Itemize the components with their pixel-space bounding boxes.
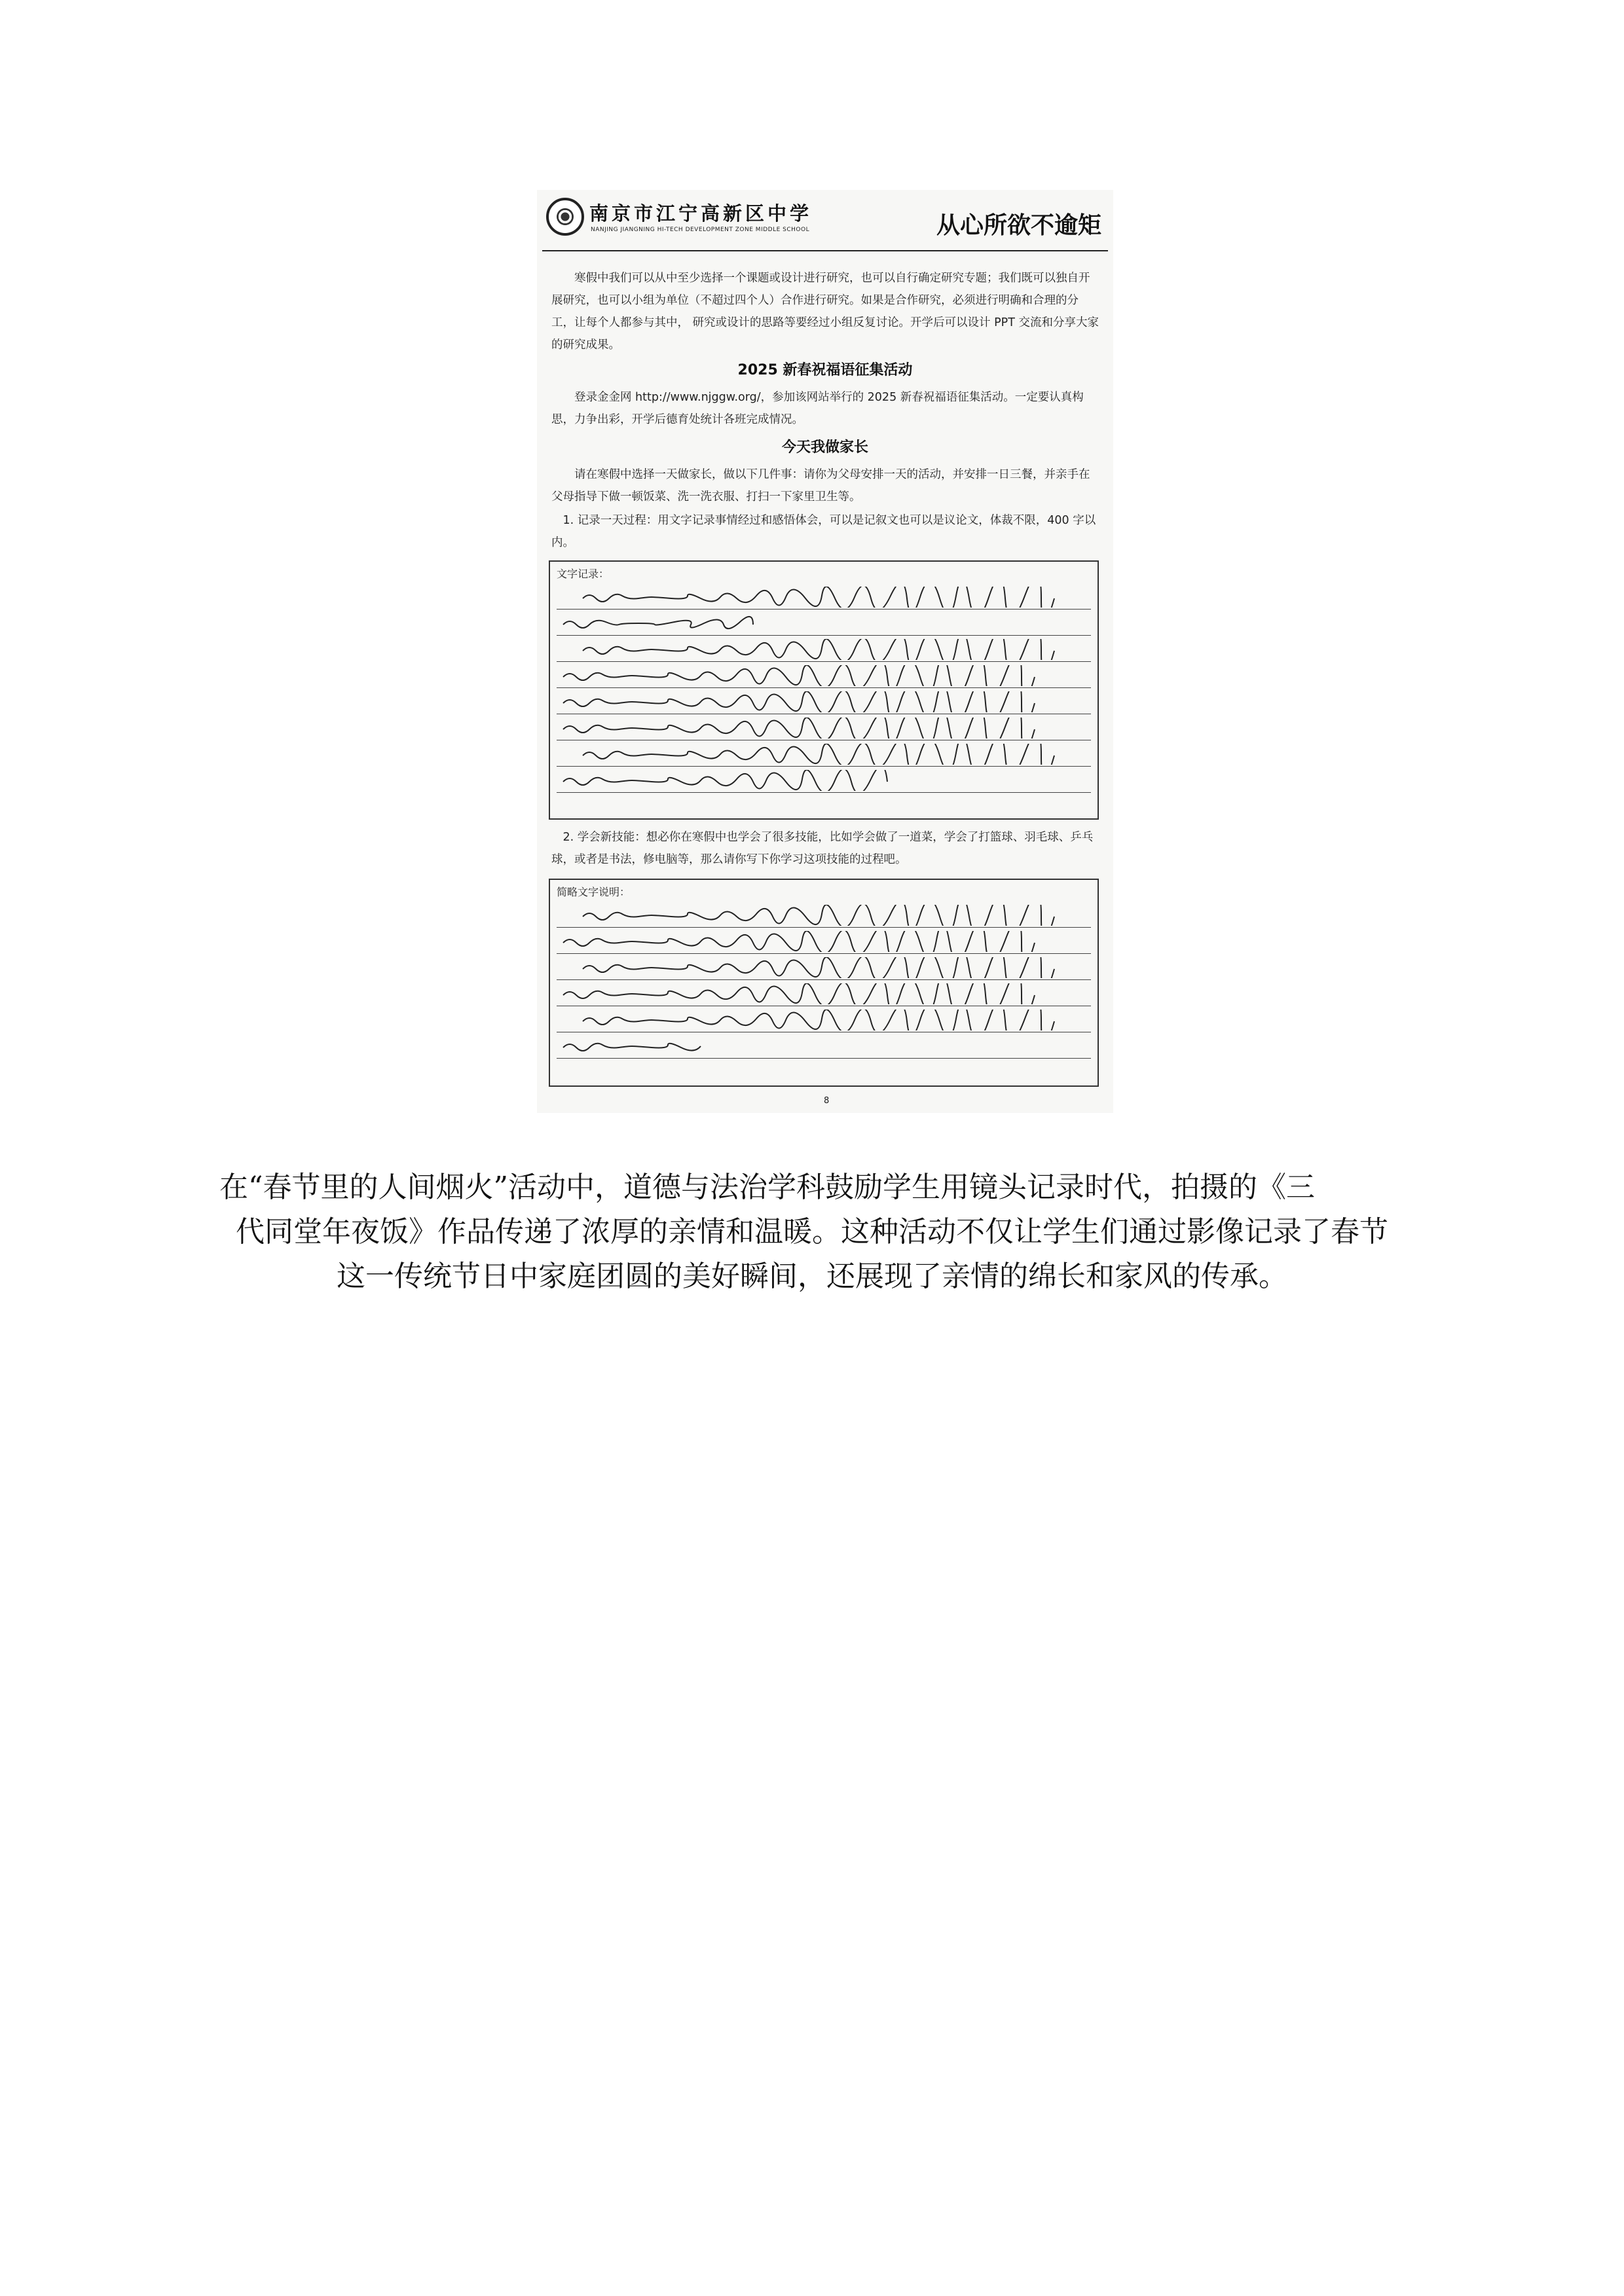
section-body-greetings: 登录金金网 http://www.njggw.org/，参加该网站举行的 2025 新春祝福语征集活动。一定要认真构思，力争出彩，开学后德育处统计各班完成情况。: [551, 391, 1084, 426]
caption-line: 代同堂年夜饭》作品传递了浓厚的亲情和温暖。这种活动不仅让学生们通过影像记录了春节: [236, 1215, 1388, 1248]
task-new-skill: 2. 学会新技能：想必你在寒假中也学会了很多技能，比如学会做了一道菜，学会了打篮球、羽毛球、乒乓球，或者是书法，修电脑等，那么请你写下你学习这项技能的过程吧。: [551, 831, 1094, 866]
task-record-day: 1. 记录一天过程：用文字记录事情经过和感悟体会，可以是记叙文也可以是议论文，体裁不限，400 字以内。: [551, 514, 1096, 549]
section-title-parent-day: 今天我做家长: [781, 439, 868, 456]
worksheet-intro: 寒假中我们可以从中至少选择一个课题或设计进行研究，也可以自行确定研究专题；我们既可以独自开展研究，也可以小组为单位（不超过四个人）合作进行研究。如果是合作研究，必须进行明确和合理的分工，让每个人都参与其中， 研究或设计的思路等要经过小组反复讨论。开学后可以设计 PPT 交流和分享大家的研究成果。: [551, 272, 1099, 352]
worksheet-header: [542, 195, 1108, 249]
handwriting-line: [557, 718, 1091, 738]
handwriting-line: [557, 691, 1091, 712]
handwriting-line: [557, 744, 1091, 765]
school-motto: 从心所欲不逾矩: [936, 212, 1101, 239]
section-title-greetings: 2025 新春祝福语征集活动: [737, 362, 913, 378]
handwriting-line: [557, 665, 1091, 686]
handwriting-line: [557, 639, 1091, 660]
handwriting-line: [557, 1036, 1091, 1057]
handwriting-line: [557, 770, 1091, 791]
worksheet-scan-image: [537, 190, 1113, 1113]
page-number: 8: [824, 1096, 830, 1106]
section-body-parent-day: 请在寒假中选择一天做家长，做以下几件事：请你为父母安排一天的活动，并安排一日三餐，并亲手在父母指导下做一顿饭菜、洗一洗衣服、打扫一下家里卫生等。: [551, 468, 1090, 503]
header-divider: [542, 250, 1108, 251]
handwriting-line: [557, 1010, 1091, 1030]
handwriting-line: [557, 613, 1091, 634]
caption-line: 这一传统节日中家庭团圆的美好瞬间，还展现了亲情的绵长和家风的传承。: [337, 1260, 1287, 1293]
handwriting-line: [557, 983, 1091, 1004]
handwriting-line: [557, 931, 1091, 952]
caption-line: 在“春节里的人间烟火”活动中，道德与法治学科鼓励学生用镜头记录时代，拍摄的《三: [219, 1171, 1315, 1204]
handwriting-line: [557, 905, 1091, 926]
handwriting-line: [557, 587, 1091, 608]
text-record-label: 文字记录：: [557, 568, 610, 580]
school-logo-icon: [546, 198, 584, 236]
handwriting-line: [557, 957, 1091, 978]
text-record-box: [549, 560, 1099, 820]
caption-paragraph: [174, 1165, 1450, 1299]
school-name-english: NANJING JIANGNING HI-TECH DEVELOPMENT ZONE MIDDLE SCHOOL: [591, 227, 810, 233]
school-name: 南京市江宁高新区中学: [589, 202, 813, 225]
skill-description-box: [549, 879, 1099, 1087]
skill-description-label: 简略文字说明：: [557, 886, 631, 898]
